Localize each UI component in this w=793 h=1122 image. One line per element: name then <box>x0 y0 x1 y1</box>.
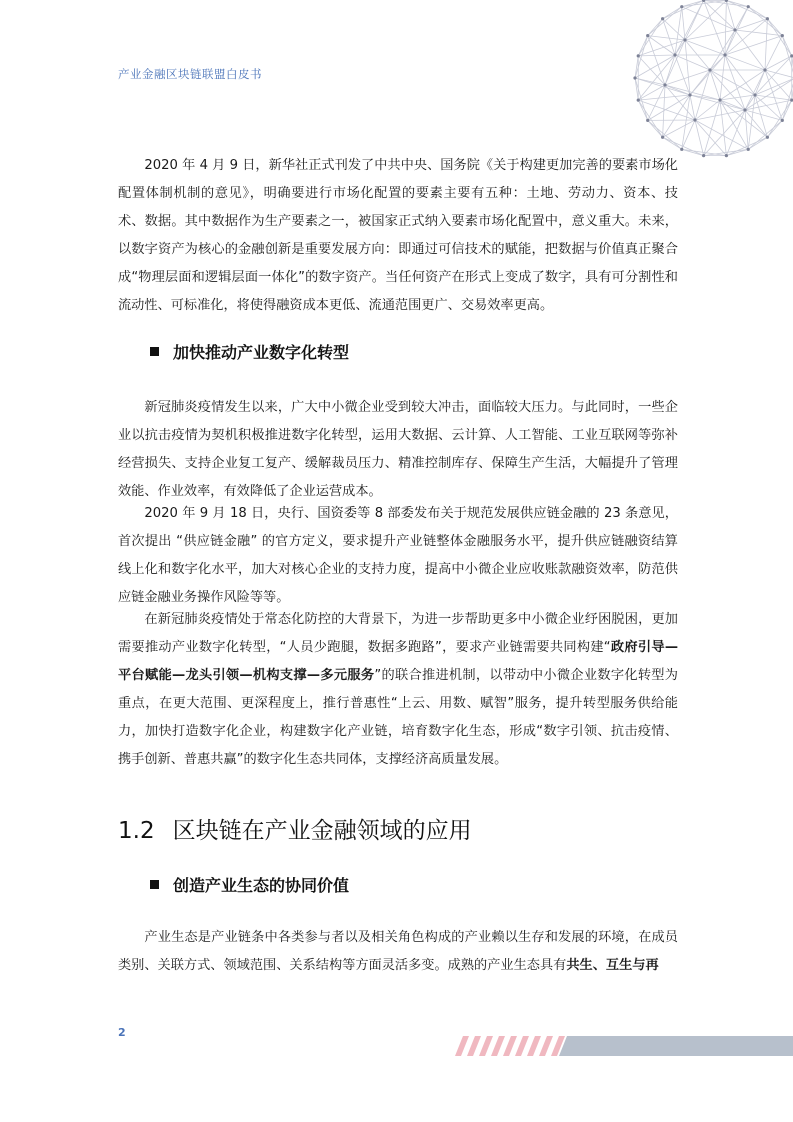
paragraph-industry-ecosystem <box>118 924 678 980</box>
section-heading <box>118 812 472 845</box>
paragraph-pandemic-impact: 新冠肺炎疫情发生以来，广大中小微企业受到较大冲击，面临较大压力。与此同时，一些企业以抗击疫情为契机积极推进数字化转型，运用大数据、云计算、人工智能、工业互联网等弥补经营损失、支持企业复工复产、缓解裁员压力、精准控制库存、保障生产生活，大幅提升了管理效能、作业效率，有效降低了企业运营成本。 <box>118 400 678 499</box>
bold-ecosystem-text: 共生、互生与再 <box>566 958 659 973</box>
page-number: 2 <box>118 1026 126 1039</box>
running-header-title: 产业金融区块链联盟白皮书 <box>118 67 262 81</box>
bullet-square-icon <box>150 880 159 889</box>
paragraph-joint-mechanism <box>118 606 678 774</box>
text-segment: 在新冠肺炎疫情处于常态化防控的大背景下，为进一步帮助更多中小微企业纾困脱困，更加需要推动产业数字化转型，“人员少跑腿，数据多跑路”，要求产业链需要共同构建“ <box>118 612 678 655</box>
paragraph-data-elements: 2020 年 4 月 9 日，新华社正式刊发了中共中央、国务院《关于构建更加完善的要素市场化配置体制机制的意见》，明确要进行市场化配置的要素主要有五种：土地、劳动力、资本、技术、数据。其中数据作为生产要素之一，被国家正式纳入要素市场化配置中，意义重大。未来，以数字资产为核心的金融创新是重要发展方向：即通过可信技术的赋能，把数据与价值真正聚合成“物理层面和逻辑层面一体化”的数字资产。当任何资产在形式上变成了数字，具有可分割性和流动性、可标准化，将使得融资成本更低、流通范围更广、交易效率更高。 <box>118 158 678 313</box>
bold-mechanism-text: 政府引导—平台赋能—龙头引领—机构支撑—多元服务 <box>118 640 679 683</box>
footer-stripe-decoration <box>455 1036 793 1056</box>
paragraph-supply-chain-finance: 2020 年 9 月 18 日，央行、国资委等 8 部委发布关于规范发展供应链金融的 23 条意见，首次提出 “供应链金融” 的官方定义，要求提升产业链整体金融服务水平，提升供应链融资结算线上化和数字化水平，加大对核心企业的支持力度，提高中小微企业应收账款融资效率，防范供应链金融业务操作风险等等。 <box>118 506 678 605</box>
text-segment: 产业生态是产业链条中各类参与者以及相关角色构成的产业赖以生存和发展的环境，在成员类别、关联方式、领域范围、关系结构等方面灵活多变。成熟的产业生态具有 <box>118 930 678 973</box>
section-number: 1.2 <box>118 818 155 844</box>
subhead-digital-transformation <box>150 340 349 363</box>
subhead-text: 加快推动产业数字化转型 <box>173 343 350 362</box>
section-title-text: 区块链在产业金融领域的应用 <box>172 818 472 844</box>
text-segment: ”的联合推进机制，以带动中小微企业数字化转型为重点，在更大范围、更深程度上，推行普惠性“上云、用数、赋智”服务，提升转型服务供给能力，加快打造数字化企业，构建数字化产业链，培育数字化生态，形成“数字引领、抗击疫情、携手创新、普惠共赢”的数字化生态共同体，支撑经济高质量发展。 <box>118 668 678 767</box>
bullet-square-icon <box>150 347 159 356</box>
wireframe-globe-decoration <box>615 0 793 165</box>
subhead-ecosystem-value <box>150 873 349 896</box>
subhead-text: 创造产业生态的协同价值 <box>173 876 350 895</box>
